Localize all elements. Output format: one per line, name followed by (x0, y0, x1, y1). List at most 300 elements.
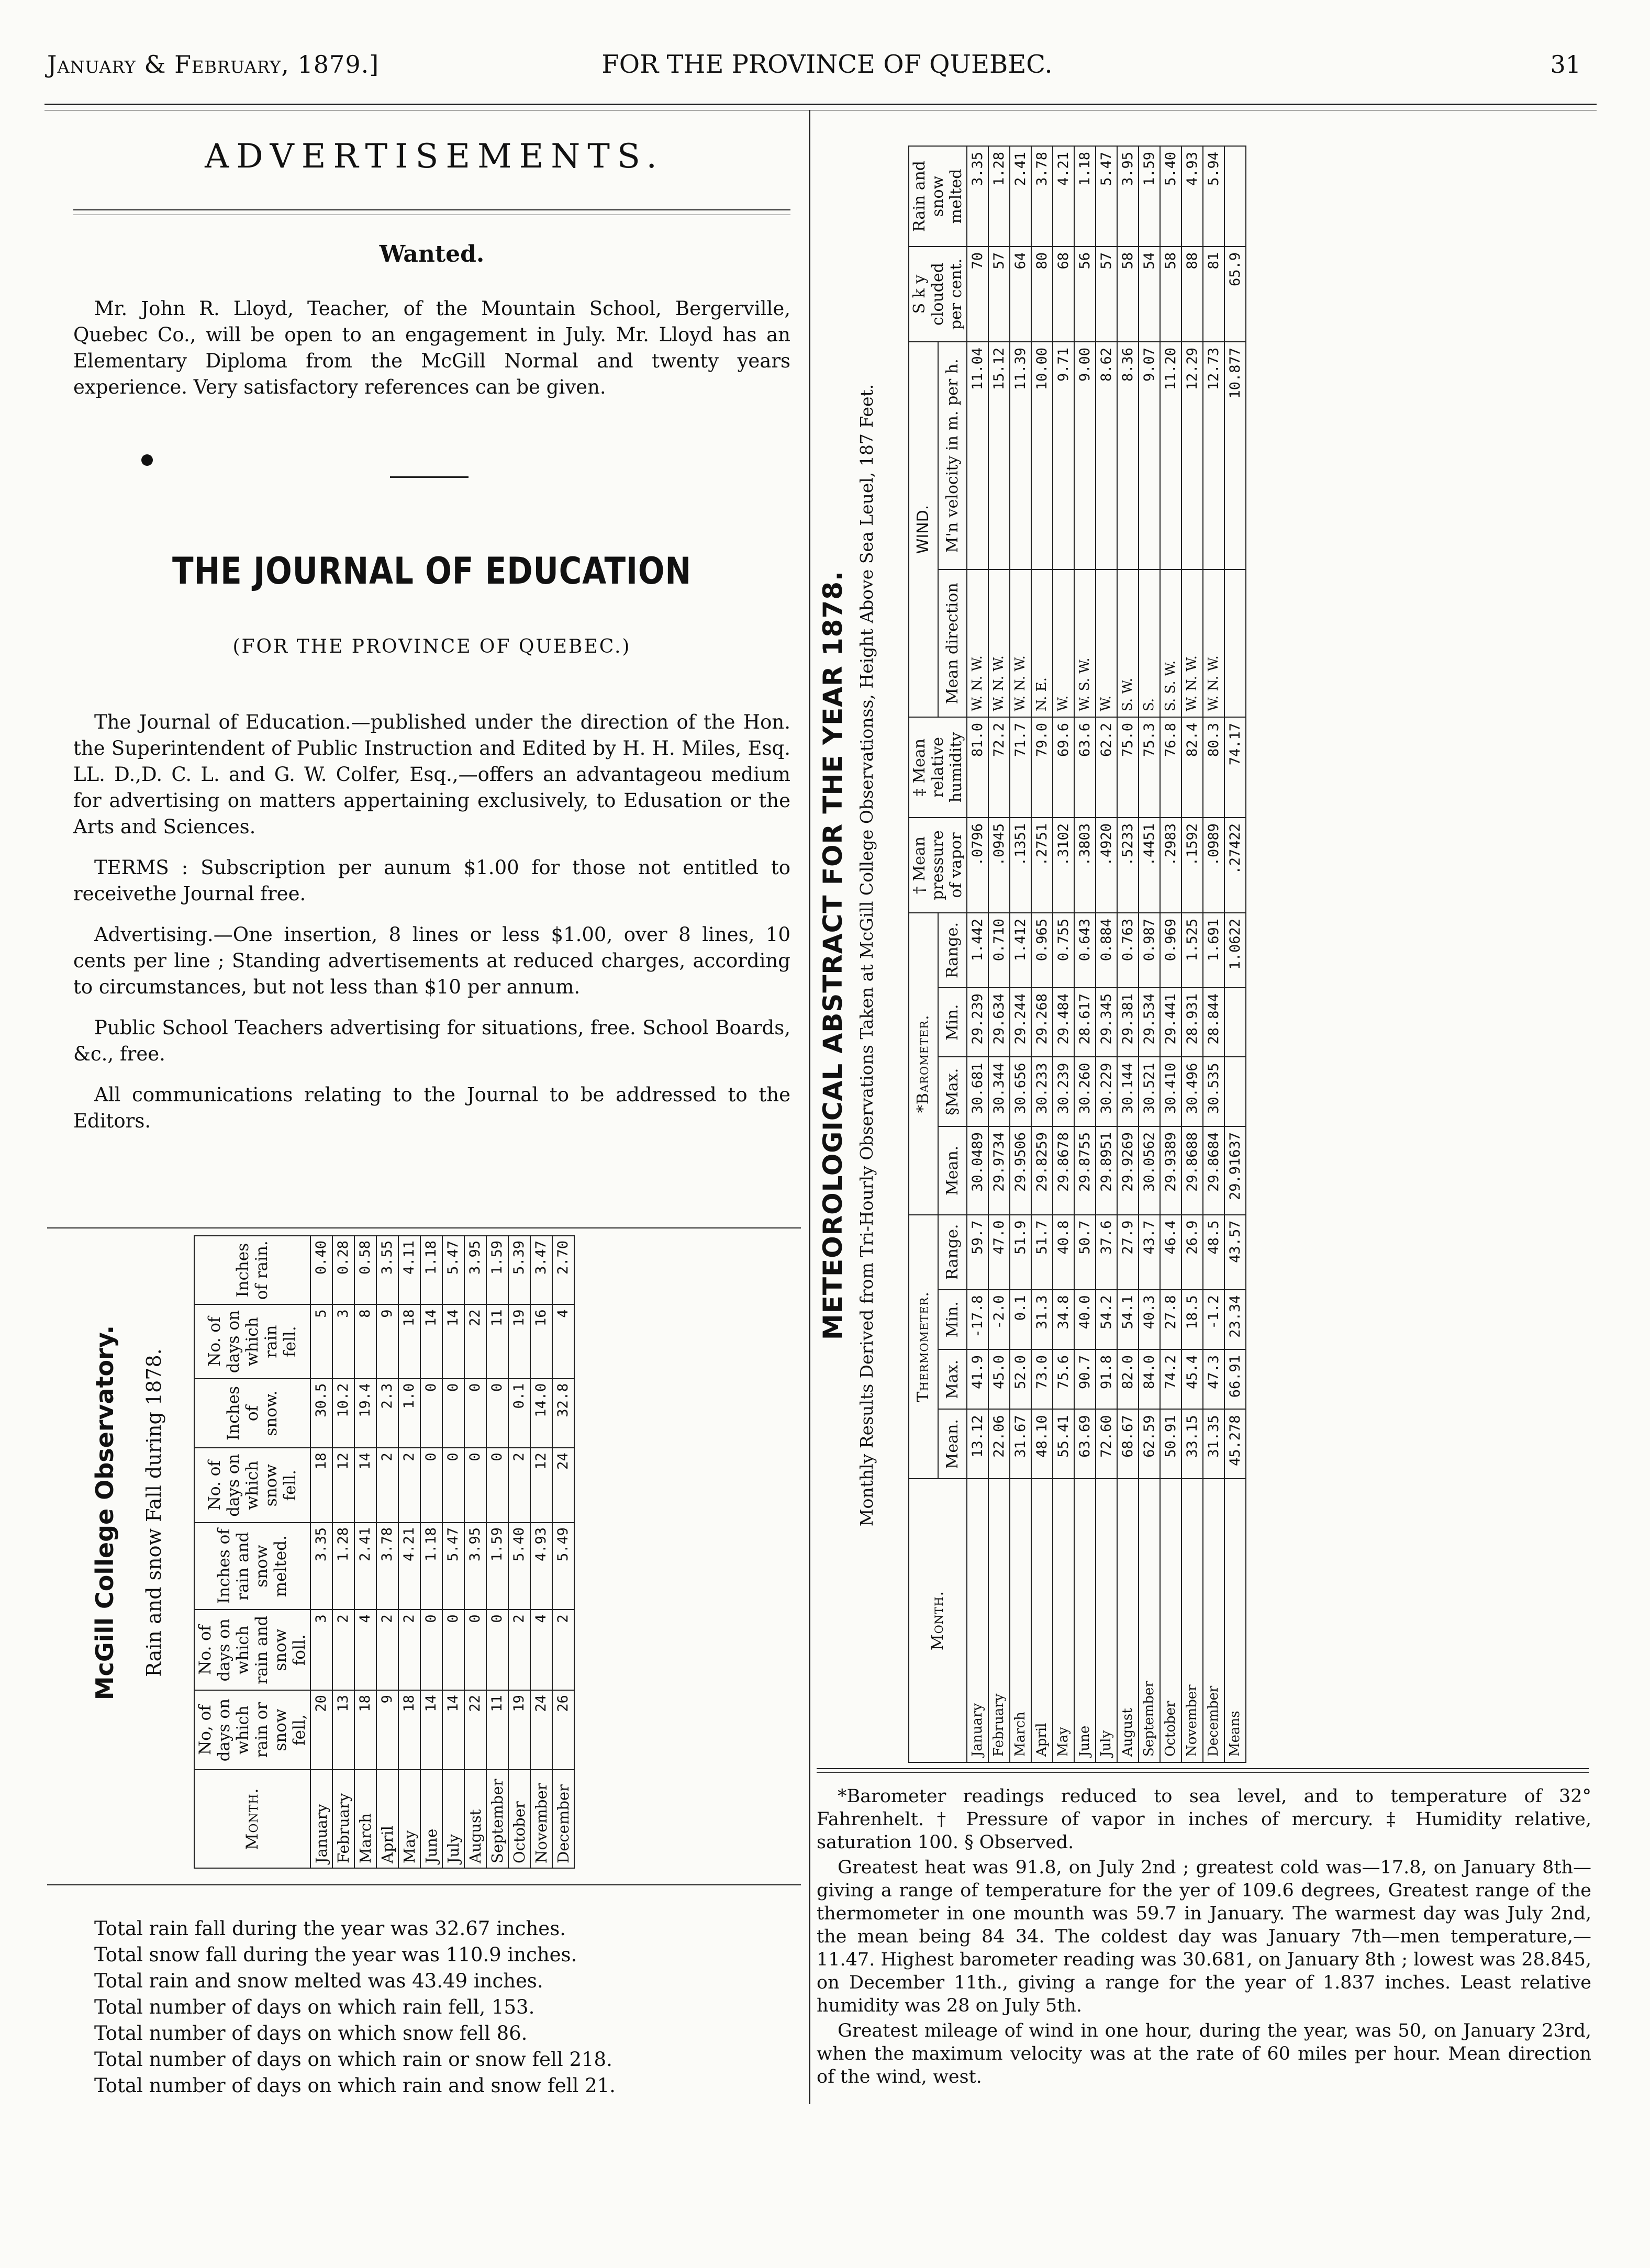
rain-month-row (464, 1236, 486, 1868)
met-bar-min-header: Min. (938, 988, 967, 1057)
met-cell-therm-max: 82.0 (1117, 1349, 1139, 1409)
met-cell-therm-max: 41.9 (967, 1349, 988, 1409)
rain-month-header: Month. (194, 1770, 310, 1868)
met-cell-bar-max: 30.344 (988, 1057, 1010, 1126)
rain-table-top-rule (47, 1227, 801, 1228)
rain-cell: 4 (530, 1610, 552, 1690)
footnote-paragraph: Greatest heat was 91.8, on July 2nd ; greatest cold was—17.8, on January 8th—giving a range of temperature for the yer of 109.6 degrees, Greatest range of the thermometer in one mounth was 59.7 in January. The warmest day was July 2nd, the mean being 84 34. The coldest day was January 7th—men temperature,—11.47. Highest barometer reading was 30.681, on January 8th ; lowest was 28.845, on December 11th., giving a range for the year of 1.837 inches. Least relative humidity was 28 on July 5th. (817, 1857, 1591, 2016)
met-mean-vapor: .27422 (1224, 818, 1246, 913)
met-cell-humidity: 76.8 (1160, 717, 1181, 818)
rain-cell: 4.11 (398, 1236, 420, 1304)
met-table-wrapper (908, 146, 1246, 1763)
met-cell-therm-min: -17.8 (967, 1290, 988, 1349)
rain-cell: 19 (508, 1690, 530, 1770)
rain-cell: 18 (398, 1690, 420, 1770)
met-cell-humidity: 79.0 (1031, 717, 1053, 818)
rain-cell: 1.59 (486, 1523, 508, 1610)
met-cell-therm-range: 43.7 (1139, 1215, 1160, 1290)
met-cell-therm-max: 52.0 (1010, 1349, 1031, 1409)
rain-cell: 3.47 (530, 1236, 552, 1304)
rain-cell: 30.5 (310, 1379, 332, 1448)
rain-cell: 24 (530, 1690, 552, 1770)
met-cell-humidity: 71.7 (1010, 717, 1031, 818)
met-cell-bar-mean: 29.8684 (1203, 1126, 1224, 1215)
rain-cell: 0 (442, 1379, 464, 1448)
rain-cell: 16 (530, 1304, 552, 1378)
met-cell-rain-snow: 4.21 (1053, 146, 1074, 247)
met-bottom-rule (817, 1768, 1589, 1769)
met-humidity-header: ‡ Mean relative humidity (909, 717, 967, 818)
rain-cell: 10.2 (332, 1379, 354, 1448)
met-rain-snow-header: Rain and snow melted (909, 146, 967, 247)
rain-cell: 5.39 (508, 1236, 530, 1304)
met-month-name: November (1181, 1479, 1203, 1762)
met-month-row (1096, 146, 1117, 1762)
met-mean-bar-mean: 29.91637 (1224, 1126, 1246, 1215)
met-cell-bar-mean: 29.8678 (1053, 1126, 1074, 1215)
met-cell-bar-mean: 29.9269 (1117, 1126, 1139, 1215)
wanted-heading: Wanted. (379, 241, 485, 267)
rain-cell: 3.78 (376, 1523, 398, 1610)
rain-month-name: May (398, 1770, 420, 1868)
met-month-name: May (1053, 1479, 1074, 1762)
rain-cell: 4.93 (530, 1523, 552, 1610)
met-cell-bar-max: 30.260 (1074, 1057, 1096, 1126)
met-cell-therm-range: 47.0 (988, 1215, 1010, 1290)
met-month-name: December (1203, 1479, 1224, 1762)
met-cell-therm-mean: 63.69 (1074, 1409, 1096, 1479)
advertisements-title: ADVERTISEMENTS. (205, 137, 664, 176)
met-month-row (1053, 146, 1074, 1762)
met-bar-mean-header: Mean. (938, 1126, 967, 1215)
rain-month-row (420, 1236, 442, 1868)
rain-cell: 0.28 (332, 1236, 354, 1304)
footnote-paragraph: *Barometer readings reduced to sea level, and to temperature of 32° Fahrenhelt. † Pressure of vapor in inches of mercury. ‡ Humidity relative, saturation 100. § Observed. (817, 1786, 1591, 1853)
header-rule (44, 104, 1597, 105)
rain-cell: 4 (552, 1304, 574, 1378)
rain-cell: 0 (464, 1448, 486, 1523)
rain-cell: 12 (530, 1448, 552, 1523)
met-cell-rain-snow: 5.94 (1203, 146, 1224, 247)
rain-cell: 2 (398, 1610, 420, 1690)
journal-teachers: Public School Teachers advertising for situations, free. School Boards, &c., free. (73, 1016, 790, 1065)
rain-cell: 2 (508, 1448, 530, 1523)
met-bar-range-header: Range. (938, 913, 967, 988)
met-cell-therm-min: 0.1 (1010, 1290, 1031, 1349)
met-cell-therm-min: 40.0 (1074, 1290, 1096, 1349)
met-subtitle: Monthly Results Derived from Tri-Hourly Observations Taken at McGill College Observationss, Height Above Sea Leuel, 187 Feet. (856, 384, 877, 1527)
met-cell-wind-vel: 9.07 (1139, 342, 1160, 569)
page-number: 31 (1550, 50, 1581, 79)
met-cell-vapor: .3803 (1074, 818, 1096, 913)
rain-cell: 11 (486, 1304, 508, 1378)
met-mean-therm-max: 66.91 (1224, 1349, 1246, 1409)
rain-snow-table (194, 1235, 575, 1869)
rain-cell: 18 (398, 1304, 420, 1378)
met-cell-vapor: .4451 (1139, 818, 1160, 913)
met-month-row (1031, 146, 1053, 1762)
short-rule (390, 476, 469, 478)
met-cell-therm-mean: 48.10 (1031, 1409, 1053, 1479)
met-month-name: June (1074, 1479, 1096, 1762)
met-cell-therm-mean: 55.41 (1053, 1409, 1074, 1479)
journal-info (73, 709, 790, 1149)
met-cell-therm-min: 54.1 (1117, 1290, 1139, 1349)
met-cell-wind-vel: 11.20 (1160, 342, 1181, 569)
total-line: Total number of days on which rain and snow fell 21. (94, 2074, 616, 2097)
met-cell-bar-mean: 29.8688 (1181, 1126, 1203, 1215)
rain-cell: 2 (332, 1610, 354, 1690)
met-cell-humidity: 75.3 (1139, 717, 1160, 818)
rain-cell: 5.47 (442, 1236, 464, 1304)
met-cell-rain-snow: 1.28 (988, 146, 1010, 247)
met-cell-bar-min: 29.484 (1053, 988, 1074, 1057)
rain-month-row (486, 1236, 508, 1868)
met-cell-bar-range: 0.987 (1139, 913, 1160, 988)
rain-month-row (552, 1236, 574, 1868)
met-cell-wind-dir: N. E. (1031, 569, 1053, 717)
met-cell-rain-snow: 1.59 (1139, 146, 1160, 247)
met-mean-wind-dir (1224, 569, 1246, 717)
met-cell-wind-vel: 10.00 (1031, 342, 1053, 569)
rain-row-label: No. of days on which rain and snow foll. (194, 1610, 310, 1690)
met-cell-wind-vel: 15.12 (988, 342, 1010, 569)
met-cell-sky: 68 (1053, 247, 1074, 342)
met-cell-rain-snow: 5.47 (1096, 146, 1117, 247)
met-therm-mean-header: Mean. (938, 1409, 967, 1479)
met-month-row (1181, 146, 1203, 1762)
met-cell-wind-vel: 12.73 (1203, 342, 1224, 569)
met-cell-therm-range: 51.7 (1031, 1215, 1053, 1290)
rain-cell: 14 (442, 1690, 464, 1770)
rain-cell: 2 (398, 1448, 420, 1523)
met-month-row (967, 146, 988, 1762)
met-cell-bar-max: 30.496 (1181, 1057, 1203, 1126)
rain-cell: 1.18 (420, 1523, 442, 1610)
met-cell-rain-snow: 3.78 (1031, 146, 1053, 247)
rain-cell: 11 (486, 1690, 508, 1770)
rain-cell: 0 (442, 1610, 464, 1690)
rain-cell: 22 (464, 1690, 486, 1770)
rain-table-header-row (194, 1236, 310, 1868)
rain-cell: 0 (442, 1448, 464, 1523)
rain-table-bottom-rule (47, 1884, 801, 1885)
met-cell-therm-mean: 13.12 (967, 1409, 988, 1479)
rain-cell: 3.35 (310, 1523, 332, 1610)
met-month-row (1203, 146, 1224, 1762)
met-cell-vapor: .5233 (1117, 818, 1139, 913)
met-cell-therm-min: 40.3 (1139, 1290, 1160, 1349)
rain-cell: 3 (310, 1610, 332, 1690)
met-cell-rain-snow: 5.40 (1160, 146, 1181, 247)
met-cell-wind-dir: S. S. W. (1160, 569, 1181, 717)
met-cell-vapor: .4920 (1096, 818, 1117, 913)
rain-month-name: October (508, 1770, 530, 1868)
met-cell-therm-min: -1.2 (1203, 1290, 1224, 1349)
met-cell-therm-mean: 62.59 (1139, 1409, 1160, 1479)
rain-cell: 5.47 (442, 1523, 464, 1610)
met-mean-therm-min: 23.34 (1224, 1290, 1246, 1349)
met-mean-bar-max (1224, 1057, 1246, 1126)
met-cell-therm-mean: 31.35 (1203, 1409, 1224, 1479)
met-mean-bar-min (1224, 988, 1246, 1057)
rain-cell: 5.40 (508, 1523, 530, 1610)
met-cell-sky: 64 (1010, 247, 1031, 342)
met-mean-sky: 65.9 (1224, 247, 1246, 342)
met-cell-wind-dir: W. N. W. (1181, 569, 1203, 717)
met-mean-bar-range: 1.0622 (1224, 913, 1246, 988)
rain-cell: 3.95 (464, 1236, 486, 1304)
total-line: Total snow fall during the year was 110.9 inches. (94, 1943, 577, 1966)
met-wind-vel-header: M'n velocity in m. per h. (938, 342, 967, 569)
wanted-text (73, 296, 790, 415)
met-month-name: April (1031, 1479, 1053, 1762)
met-cell-therm-range: 40.8 (1053, 1215, 1074, 1290)
rain-totals (94, 1916, 801, 2099)
met-cell-therm-max: 90.7 (1074, 1349, 1096, 1409)
rain-cell: 22 (464, 1304, 486, 1378)
met-cell-therm-mean: 50.91 (1160, 1409, 1181, 1479)
met-cell-bar-max: 30.144 (1117, 1057, 1139, 1126)
rain-cell: 2.70 (552, 1236, 574, 1304)
met-cell-bar-range: 0.884 (1096, 913, 1117, 988)
met-cell-bar-mean: 30.0489 (967, 1126, 988, 1215)
rain-month-row (442, 1236, 464, 1868)
rain-cell: 0.1 (508, 1379, 530, 1448)
rain-month-name: March (354, 1770, 376, 1868)
header-left: January & February, 1879.] (47, 50, 380, 79)
meteorological-table (908, 146, 1246, 1763)
met-cell-bar-range: 1.442 (967, 913, 988, 988)
rain-table-wrapper (194, 1235, 575, 1869)
rain-month-row (530, 1236, 552, 1868)
rain-cell: 0 (420, 1379, 442, 1448)
met-cell-sky: 58 (1160, 247, 1181, 342)
journal-terms: TERMS : Subscription per aunum $1.00 for those not entitled to receivethe Journal free. (73, 856, 790, 905)
met-cell-sky: 57 (1096, 247, 1117, 342)
rain-side-subtitle: Rain and snow Fall during 1878. (142, 1348, 165, 1677)
met-month-row (1010, 146, 1031, 1762)
met-cell-vapor: .1351 (1010, 818, 1031, 913)
met-cell-bar-min: 29.441 (1160, 988, 1181, 1057)
rain-cell: 1.18 (420, 1236, 442, 1304)
met-cell-wind-vel: 8.62 (1096, 342, 1117, 569)
met-cell-bar-range: 0.643 (1074, 913, 1096, 988)
met-cell-wind-dir: W. (1053, 569, 1074, 717)
rain-row-label: Inches of rain. (194, 1236, 310, 1304)
rain-cell: 5.49 (552, 1523, 574, 1610)
rain-cell: 8 (354, 1304, 376, 1378)
met-cell-therm-range: 37.6 (1096, 1215, 1117, 1290)
met-cell-bar-min: 28.617 (1074, 988, 1096, 1057)
met-month-name: January (967, 1479, 988, 1762)
rain-cell: 20 (310, 1690, 332, 1770)
met-cell-therm-min: 31.3 (1031, 1290, 1053, 1349)
header-title: FOR THE PROVINCE OF QUEBEC. (601, 50, 1053, 79)
rain-cell: 19 (508, 1304, 530, 1378)
met-month-row (1139, 146, 1160, 1762)
rain-row-label: No. of days on which rain fell. (194, 1304, 310, 1378)
met-mean-humidity: 74.17 (1224, 717, 1246, 818)
rain-cell: 0 (486, 1610, 508, 1690)
met-cell-therm-range: 51.9 (1010, 1215, 1031, 1290)
met-cell-rain-snow: 3.35 (967, 146, 988, 247)
met-cell-sky: 54 (1139, 247, 1160, 342)
rain-cell: 19.4 (354, 1379, 376, 1448)
rain-cell: 1.0 (398, 1379, 420, 1448)
rain-month-name: April (376, 1770, 398, 1868)
met-cell-bar-range: 1.412 (1010, 913, 1031, 988)
rain-cell: 13 (332, 1690, 354, 1770)
met-month-name: September (1139, 1479, 1160, 1762)
rain-cell: 0 (486, 1448, 508, 1523)
rain-month-row (398, 1236, 420, 1868)
met-cell-rain-snow: 4.93 (1181, 146, 1203, 247)
met-barometer-header: *Barometer. (909, 913, 938, 1215)
rain-month-name: September (486, 1770, 508, 1868)
met-cell-bar-max: 30.233 (1031, 1057, 1053, 1126)
met-cell-therm-max: 45.0 (988, 1349, 1010, 1409)
met-cell-bar-max: 30.229 (1096, 1057, 1117, 1126)
rain-cell: 0.40 (310, 1236, 332, 1304)
journal-title: THE JOURNAL OF EDUCATION (172, 550, 692, 593)
met-cell-bar-min: 29.634 (988, 988, 1010, 1057)
met-cell-rain-snow: 1.18 (1074, 146, 1096, 247)
met-cell-therm-max: 84.0 (1139, 1349, 1160, 1409)
met-cell-wind-vel: 9.00 (1074, 342, 1096, 569)
met-cell-vapor: .0945 (988, 818, 1010, 913)
met-cell-humidity: 63.6 (1074, 717, 1096, 818)
rain-cell: 3.95 (464, 1523, 486, 1610)
met-cell-humidity: 80.3 (1203, 717, 1224, 818)
met-cell-bar-min: 28.931 (1181, 988, 1203, 1057)
rain-month-name: January (310, 1770, 332, 1868)
met-cell-bar-max: 30.521 (1139, 1057, 1160, 1126)
met-month-name: February (988, 1479, 1010, 1762)
rain-month-name: November (530, 1770, 552, 1868)
met-cell-sky: 88 (1181, 247, 1203, 342)
met-cell-therm-min: 27.8 (1160, 1290, 1181, 1349)
rain-month-row (332, 1236, 354, 1868)
met-cell-wind-dir: S. (1139, 569, 1160, 717)
met-mean-rain-snow (1224, 146, 1246, 247)
met-month-name: July (1096, 1479, 1117, 1762)
met-cell-vapor: .0989 (1203, 818, 1224, 913)
rain-month-name: December (552, 1770, 574, 1868)
rain-cell: 14 (420, 1304, 442, 1378)
met-cell-sky: 81 (1203, 247, 1224, 342)
journal-subtitle: (FOR THE PROVINCE OF QUEBEC.) (232, 636, 631, 657)
rain-month-name: August (464, 1770, 486, 1868)
met-cell-wind-dir: W. N. W. (1203, 569, 1224, 717)
met-vapor-header: † Mean pressure of vapor (909, 818, 967, 913)
met-title: METEOROLOGICAL ABSTRACT FOR THE YEAR 1878. (818, 570, 848, 1340)
met-cell-bar-min: 29.381 (1117, 988, 1139, 1057)
rain-cell: 9 (376, 1304, 398, 1378)
met-cell-bar-mean: 29.8259 (1031, 1126, 1053, 1215)
met-cell-bar-min: 29.244 (1010, 988, 1031, 1057)
met-wind-header: WIND. (909, 342, 938, 717)
journal-advertising: Advertising.—One insertion, 8 lines or less $1.00, over 8 lines, 10 cents per line ; Standing advertisements at reduced charges, according to circumstances, but not less than $10 per annum. (73, 923, 790, 998)
rain-cell: 14 (354, 1448, 376, 1523)
met-cell-bar-max: 30.681 (967, 1057, 988, 1126)
met-cell-wind-vel: 11.04 (967, 342, 988, 569)
footnote-paragraph: Greatest mileage of wind in one hour, during the year, was 50, on January 23rd, when the maximum velocity was at the rate of 60 miles per hour. Mean direction of the wind, west. (817, 2020, 1591, 2087)
rain-cell: 0 (464, 1610, 486, 1690)
rain-cell: 9 (376, 1690, 398, 1770)
met-cell-therm-mean: 72.60 (1096, 1409, 1117, 1479)
met-cell-bar-max: 30.410 (1160, 1057, 1181, 1126)
met-cell-therm-range: 27.9 (1117, 1215, 1139, 1290)
met-cell-therm-max: 45.4 (1181, 1349, 1203, 1409)
met-cell-bar-mean: 29.9734 (988, 1126, 1010, 1215)
journal-communications: All communications relating to the Journal to be addressed to the Editors. (73, 1083, 790, 1132)
met-month-name: August (1117, 1479, 1139, 1762)
met-cell-therm-min: 18.5 (1181, 1290, 1203, 1349)
rain-cell: 2 (508, 1610, 530, 1690)
met-cell-humidity: 81.0 (967, 717, 988, 818)
rain-side-title-block (89, 1235, 169, 1790)
met-cell-vapor: .2751 (1031, 818, 1053, 913)
met-cell-sky: 58 (1117, 247, 1139, 342)
met-cell-therm-range: 50.7 (1074, 1215, 1096, 1290)
met-means-row (1224, 146, 1246, 1762)
rain-cell: 26 (552, 1690, 574, 1770)
met-cell-bar-min: 29.345 (1096, 988, 1117, 1057)
met-cell-sky: 57 (988, 247, 1010, 342)
met-cell-humidity: 82.4 (1181, 717, 1203, 818)
met-cell-bar-max: 30.239 (1053, 1057, 1074, 1126)
rain-month-row (376, 1236, 398, 1868)
rain-cell: 2 (376, 1610, 398, 1690)
met-cell-vapor: .3102 (1053, 818, 1074, 913)
met-cell-bar-mean: 30.0562 (1139, 1126, 1160, 1215)
bullet (141, 454, 153, 466)
rain-month-row (310, 1236, 332, 1868)
met-cell-vapor: .1592 (1181, 818, 1203, 913)
met-cell-humidity: 72.2 (988, 717, 1010, 818)
rain-month-name: July (442, 1770, 464, 1868)
rain-cell: 2 (552, 1610, 574, 1690)
met-cell-bar-range: 0.969 (1160, 913, 1181, 988)
rain-row-label: No. of days on which snow fell. (194, 1448, 310, 1523)
met-cell-therm-max: 47.3 (1203, 1349, 1224, 1409)
met-cell-wind-vel: 11.39 (1010, 342, 1031, 569)
met-cell-bar-min: 28.844 (1203, 988, 1224, 1057)
met-cell-bar-min: 29.239 (967, 988, 988, 1057)
met-cell-rain-snow: 3.95 (1117, 146, 1139, 247)
met-cell-bar-mean: 29.9506 (1010, 1126, 1031, 1215)
met-cell-wind-dir: W. N. W. (967, 569, 988, 717)
total-line: Total number of days on which snow fell 86. (94, 2022, 528, 2044)
met-cell-bar-mean: 29.9389 (1160, 1126, 1181, 1215)
met-month-row (1117, 146, 1139, 1762)
rain-cell: 18 (354, 1690, 376, 1770)
met-month-row (988, 146, 1010, 1762)
met-cell-wind-dir: W. N. W. (1010, 569, 1031, 717)
rain-cell: 2 (376, 1448, 398, 1523)
met-bottom-rule-2 (817, 1772, 1589, 1773)
rain-cell: 2.41 (354, 1523, 376, 1610)
met-month-row (1160, 146, 1181, 1762)
rain-cell: 1.28 (332, 1523, 354, 1610)
met-cell-sky: 70 (967, 247, 988, 342)
met-mean-therm-mean: 45.278 (1224, 1409, 1246, 1479)
total-line: Total number of days on which rain fell, 153. (94, 1996, 535, 2018)
rain-cell: 14 (420, 1690, 442, 1770)
total-line: Total number of days on which rain or snow fell 218. (94, 2048, 612, 2071)
rain-cell: 4 (354, 1610, 376, 1690)
